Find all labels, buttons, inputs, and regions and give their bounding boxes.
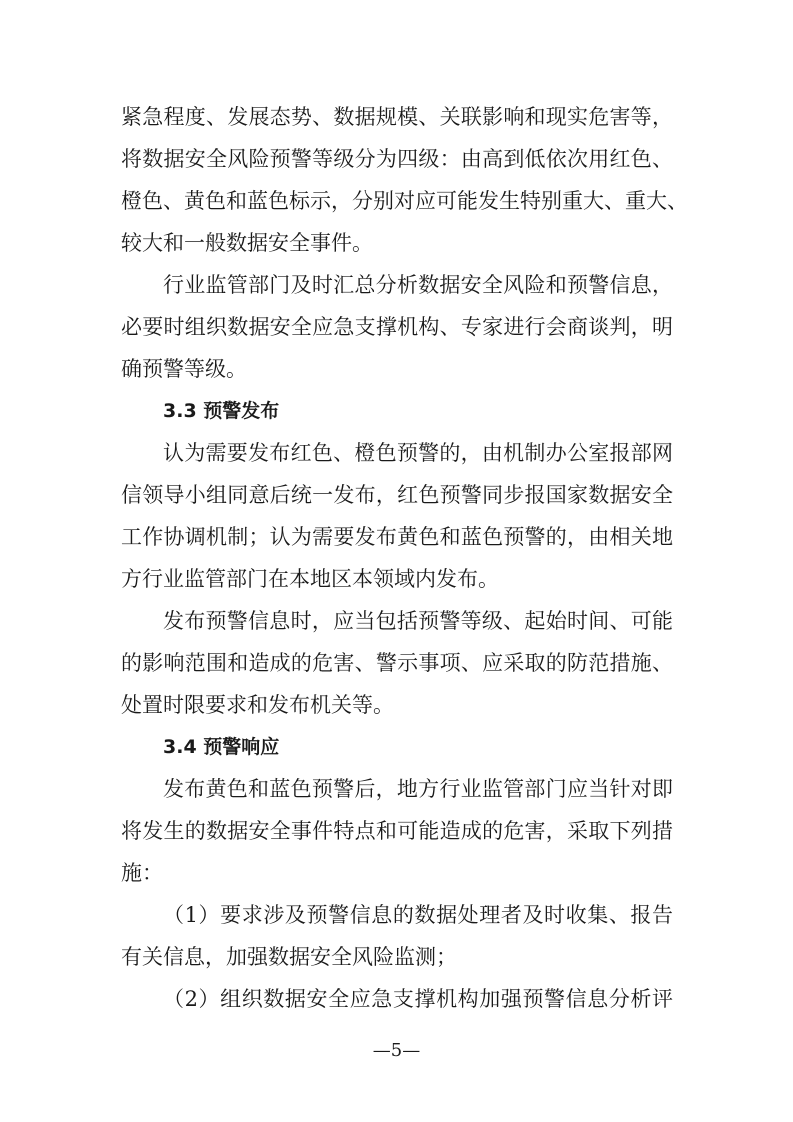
text-line: 信领导小组同意后统一发布，红色预警同步报国家数据安全 <box>121 483 673 507</box>
list-item-1 <box>121 894 673 978</box>
list-item-2 <box>121 978 673 1020</box>
text-line: 发布黄色和蓝色预警后，地方行业监管部门应当针对即 <box>163 777 673 801</box>
text-line: 行业监管部门及时汇总分析数据安全风险和预警信息， <box>163 273 673 297</box>
text-line: 工作协调机制；认为需要发布黄色和蓝色预警的，由相关地 <box>121 525 673 549</box>
text-line: 紧急程度、发展态势、数据规模、关联影响和现实危害等， <box>121 105 673 129</box>
text-line: （1）要求涉及预警信息的数据处理者及时收集、报告 <box>163 903 673 927</box>
text-line: 方行业监管部门在本地区本领域内发布。 <box>121 567 499 591</box>
body-text <box>121 96 688 1020</box>
text-line: 将发生的数据安全事件特点和可能造成的危害，采取下列措 <box>121 819 673 843</box>
text-line: 较大和一般数据安全事件。 <box>121 231 373 255</box>
text-line: 有关信息，加强数据安全风险监测； <box>121 945 457 969</box>
paragraph-regulator-analysis <box>121 264 673 390</box>
page-number: —5— <box>372 1040 421 1061</box>
text-line: 必要时组织数据安全应急支撑机构、专家进行会商谈判，明 <box>121 315 673 339</box>
paragraph-warning-release <box>121 432 673 600</box>
text-line: （2）组织数据安全应急支撑机构加强预警信息分析评 <box>163 987 673 1011</box>
text-line: 施： <box>121 861 163 885</box>
paragraph-warning-response <box>121 768 673 894</box>
text-line: 处置时限要求和发布机关等。 <box>121 693 394 717</box>
section-heading-3-4: 3.4 预警响应 <box>163 736 280 758</box>
text-line: 的影响范围和造成的危害、警示事项、应采取的防范措施、 <box>121 651 673 675</box>
paragraph-warning-content <box>121 600 673 726</box>
paragraph-warning-levels <box>121 96 688 264</box>
text-line: 认为需要发布红色、橙色预警的，由机制办公室报部网 <box>163 441 673 465</box>
text-line: 将数据安全风险预警等级分为四级：由高到低依次用红色、 <box>121 147 673 171</box>
section-heading-3-3: 3.3 预警发布 <box>163 400 280 422</box>
text-line: 橙色、黄色和蓝色标示，分别对应可能发生特别重大、重大、 <box>121 189 688 213</box>
text-line: 确预警等级。 <box>121 357 247 381</box>
text-line: 发布预警信息时，应当包括预警等级、起始时间、可能 <box>163 609 673 633</box>
